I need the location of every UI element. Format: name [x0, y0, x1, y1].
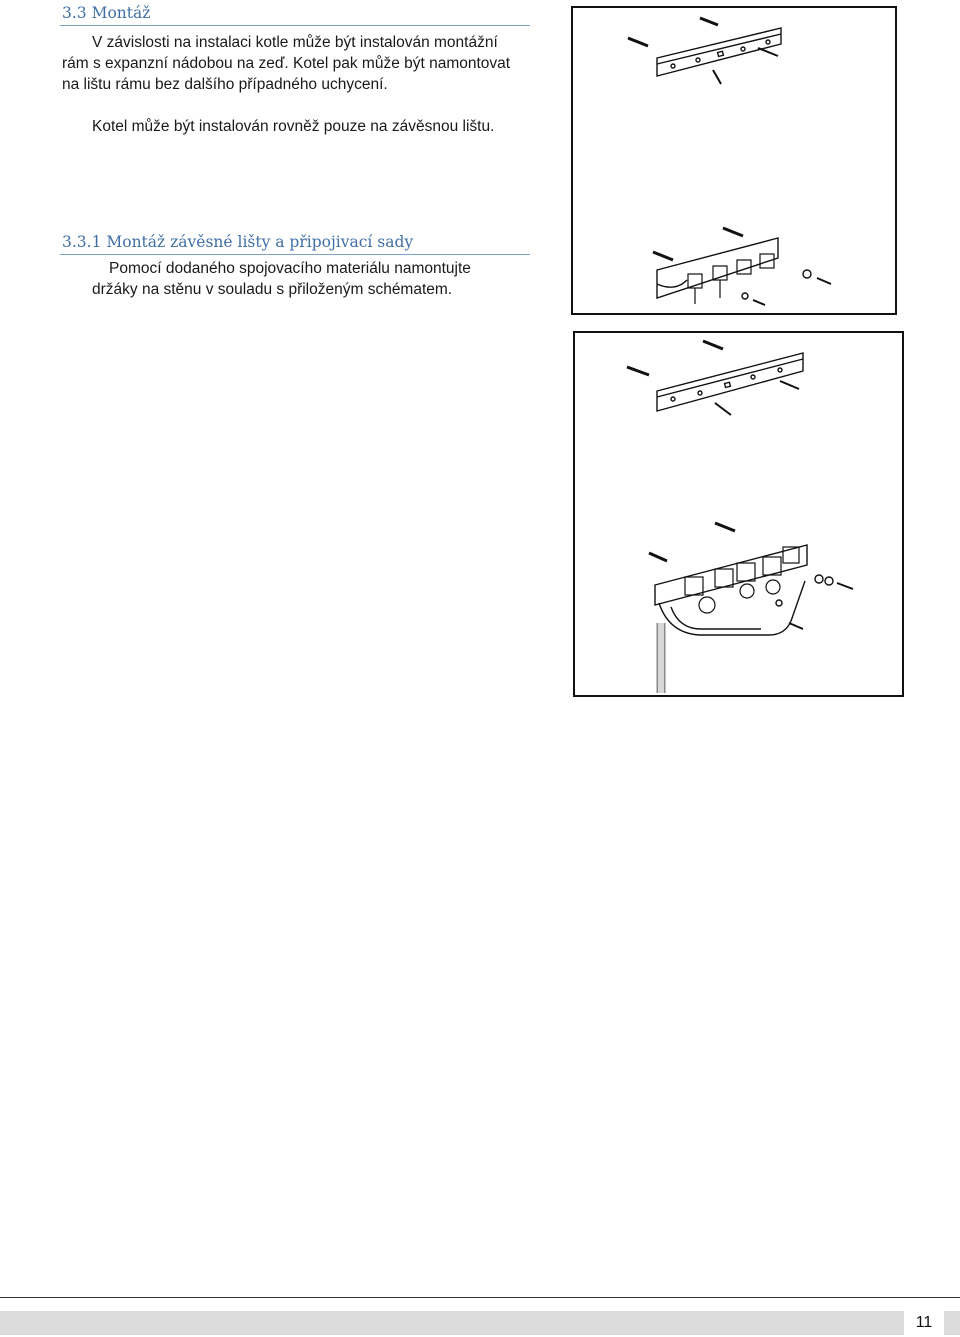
footer-bar	[0, 1311, 960, 1335]
intro-line: na lištu rámu bez dalšího případného uchycení.	[62, 76, 388, 93]
figure-rail-and-kit-detail	[573, 331, 904, 697]
rail-kit-illustration	[573, 8, 895, 313]
intro-line: V závislosti na instalaci kotle může být instalován montážní	[92, 34, 498, 51]
section-heading-rule	[60, 25, 530, 26]
subsection-paragraph	[92, 258, 471, 300]
figure-rail-and-kit	[571, 6, 897, 315]
rail-only-line: Kotel může být instalován rovněž pouze na závěsnou lištu.	[92, 118, 495, 135]
intro-line: rám s expanzní nádobou na zeď. Kotel pak může být namontovat	[62, 55, 511, 72]
rail-only-paragraph	[92, 116, 494, 137]
subsection-heading-rule	[60, 254, 530, 255]
page-number: 11	[904, 1311, 944, 1335]
subsection-line: Pomocí dodaného spojovacího materiálu namontujte	[109, 260, 471, 277]
section-heading: 3.3 Montáž	[62, 4, 151, 22]
subsection-heading: 3.3.1 Montáž závěsné lišty a připojivací sady	[62, 233, 414, 251]
intro-paragraph	[62, 32, 510, 95]
footer-rule	[0, 1297, 960, 1298]
subsection-line: držáky na stěnu v souladu s přiloženým schématem.	[92, 281, 453, 298]
rail-kit-detail-illustration	[575, 333, 902, 695]
